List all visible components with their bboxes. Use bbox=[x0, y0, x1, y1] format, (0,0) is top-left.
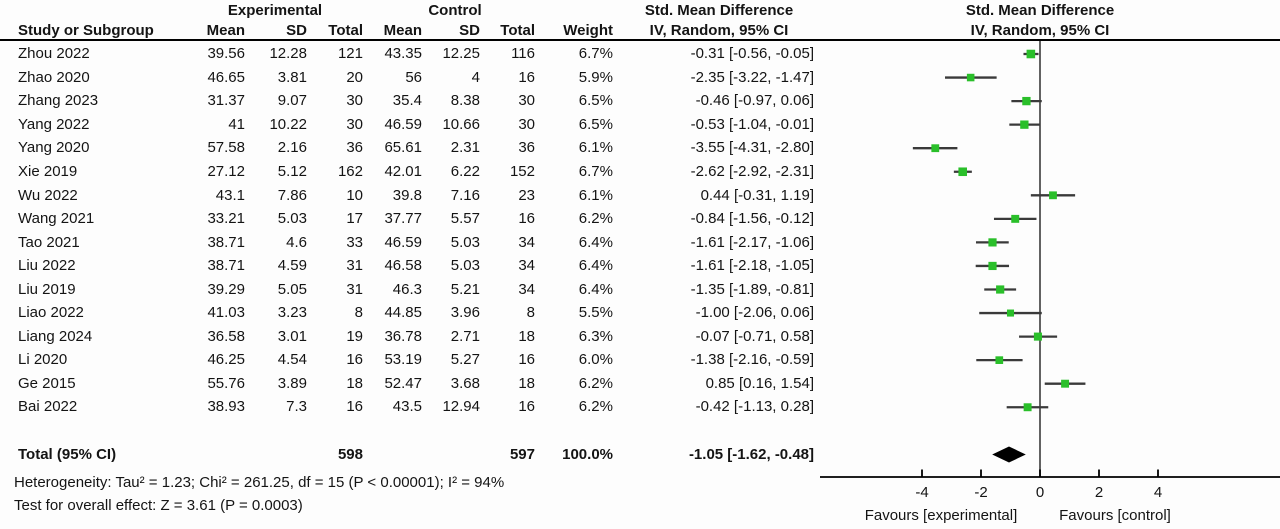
cell-ctl-mean: 39.8 bbox=[392, 186, 422, 204]
cell-exp-total: 16 bbox=[346, 398, 363, 416]
cell-ctl-sd: 5.57 bbox=[450, 210, 480, 228]
cell-study-name: Liu 2022 bbox=[18, 257, 76, 275]
cell-ctl-total: 116 bbox=[511, 45, 535, 63]
cell-exp-total: 8 bbox=[354, 304, 363, 322]
cell-weight: 6.4% bbox=[578, 257, 613, 275]
axis-tick-label: -2 bbox=[974, 484, 988, 501]
cell-study-name: Tao 2021 bbox=[18, 233, 80, 251]
cell-weight: 5.5% bbox=[578, 304, 613, 322]
cell-ctl-sd: 8.38 bbox=[450, 92, 480, 110]
axis-tick-label: 2 bbox=[1094, 484, 1104, 501]
cell-ctl-mean: 43.5 bbox=[392, 398, 422, 416]
cell-smd-ci-text: -1.35 [-1.89, -0.81] bbox=[690, 280, 814, 298]
cell-study-name: Liang 2024 bbox=[18, 327, 93, 345]
cell-smd-ci-text: -1.61 [-2.18, -1.05] bbox=[690, 257, 814, 275]
cell-exp-sd: 4.59 bbox=[277, 257, 307, 275]
cell-exp-total: 17 bbox=[346, 210, 363, 228]
pooled-effect-diamond bbox=[992, 447, 1026, 463]
effect-marker bbox=[995, 356, 1003, 364]
cell-weight: 6.2% bbox=[578, 374, 613, 392]
effect-marker bbox=[1049, 191, 1057, 199]
col-header-exp-mean: Mean bbox=[206, 22, 245, 39]
table-row bbox=[0, 301, 820, 325]
cell-weight: 6.4% bbox=[578, 280, 613, 298]
plot-smd-header: Std. Mean Difference bbox=[965, 2, 1115, 19]
cell-exp-total: 33 bbox=[346, 233, 363, 251]
cell-ctl-mean: 53.19 bbox=[384, 351, 422, 369]
cell-study-name: Ge 2015 bbox=[18, 374, 76, 392]
cell-exp-sd: 3.23 bbox=[277, 304, 307, 322]
col-header-exp-total: Total bbox=[328, 22, 363, 39]
cell-weight: 5.9% bbox=[578, 68, 613, 86]
plot-ci-method-header: IV, Random, 95% CI bbox=[970, 22, 1110, 39]
cell-exp-mean: 46.25 bbox=[207, 351, 245, 369]
effect-marker bbox=[988, 238, 996, 246]
cell-exp-sd: 7.3 bbox=[286, 398, 307, 416]
cell-study-name: Liu 2019 bbox=[18, 280, 76, 298]
cell-exp-sd: 4.54 bbox=[277, 351, 307, 369]
cell-weight: 6.7% bbox=[578, 162, 613, 180]
cell-exp-sd: 3.81 bbox=[277, 68, 307, 86]
favours-experimental-label: Favours [experimental] bbox=[864, 507, 1018, 524]
col-header-ctl-total: Total bbox=[500, 22, 535, 39]
cell-ctl-total: 34 bbox=[518, 280, 535, 298]
cell-exp-sd: 10.22 bbox=[269, 115, 307, 133]
table-row bbox=[0, 66, 820, 90]
cell-ctl-sd: 5.27 bbox=[450, 351, 480, 369]
cell-weight: 6.5% bbox=[578, 115, 613, 133]
col-header-study: Study or Subgroup bbox=[18, 22, 154, 39]
cell-ctl-total: 34 bbox=[518, 257, 535, 275]
cell-total-label: Total (95% CI) bbox=[18, 445, 117, 463]
heterogeneity-footnote: Heterogeneity: Tau² = 1.23; Chi² = 261.25, df = 15 (P < 0.00001); I² = 94% bbox=[14, 474, 505, 491]
cell-weight: 6.2% bbox=[578, 210, 613, 228]
cell-weight: 6.0% bbox=[578, 351, 613, 369]
cell-study-name: Wang 2021 bbox=[18, 210, 95, 228]
cell-weight: 6.7% bbox=[578, 45, 613, 63]
cell-exp-mean: 46.65 bbox=[207, 68, 245, 86]
cell-ctl-mean: 42.01 bbox=[384, 162, 422, 180]
cell-total-smd-ci-text: -1.05 [-1.62, -0.48] bbox=[688, 445, 814, 463]
table-row bbox=[0, 372, 820, 396]
cell-ctl-total: 30 bbox=[518, 115, 535, 133]
cell-smd-ci-text: -1.61 [-2.17, -1.06] bbox=[690, 233, 814, 251]
forest-plot-graphic bbox=[820, 0, 1280, 529]
cell-ctl-sd: 5.03 bbox=[450, 233, 480, 251]
cell-exp-total: 162 bbox=[337, 162, 363, 180]
axis-tick-label: -4 bbox=[915, 484, 929, 501]
cell-ctl-total: 36 bbox=[518, 139, 535, 157]
cell-ctl-sd: 6.22 bbox=[450, 162, 480, 180]
cell-exp-total: 31 bbox=[346, 280, 363, 298]
cell-exp-mean: 36.58 bbox=[207, 327, 245, 345]
cell-ctl-total: 23 bbox=[518, 186, 535, 204]
table-row bbox=[0, 254, 820, 278]
cell-exp-total: 16 bbox=[346, 351, 363, 369]
cell-ctl-sd: 2.31 bbox=[450, 139, 480, 157]
overall-effect-footnote: Test for overall effect: Z = 3.61 (P = 0.0003) bbox=[14, 497, 303, 514]
cell-ctl-sd: 12.25 bbox=[442, 45, 480, 63]
table-row bbox=[0, 160, 820, 184]
cell-smd-ci-text: -2.62 [-2.92, -2.31] bbox=[690, 162, 814, 180]
cell-study-name: Zhang 2023 bbox=[18, 92, 99, 110]
cell-smd-ci-text: -0.53 [-1.04, -0.01] bbox=[690, 115, 814, 133]
cell-study-name: Zhou 2022 bbox=[18, 45, 90, 63]
cell-ctl-sd: 10.66 bbox=[442, 115, 480, 133]
cell-exp-sd: 12.28 bbox=[269, 45, 307, 63]
cell-ctl-sd: 7.16 bbox=[450, 186, 480, 204]
cell-exp-mean: 43.1 bbox=[215, 186, 245, 204]
cell-ctl-mean: 46.59 bbox=[384, 115, 422, 133]
cell-exp-total: 30 bbox=[346, 115, 363, 133]
cell-exp-mean: 38.93 bbox=[207, 398, 245, 416]
cell-total-exp-total: 598 bbox=[337, 445, 363, 463]
cell-smd-ci-text: 0.44 [-0.31, 1.19] bbox=[700, 186, 814, 204]
col-header-ctl-mean: Mean bbox=[383, 22, 422, 39]
cell-weight: 6.4% bbox=[578, 233, 613, 251]
cell-exp-mean: 38.71 bbox=[207, 233, 245, 251]
cell-exp-mean: 38.71 bbox=[207, 257, 245, 275]
cell-exp-sd: 2.16 bbox=[277, 139, 307, 157]
effect-marker bbox=[988, 262, 996, 270]
effect-marker bbox=[1007, 310, 1014, 317]
cell-ctl-mean: 46.3 bbox=[392, 280, 422, 298]
cell-smd-ci-text: -1.38 [-2.16, -0.59] bbox=[690, 351, 814, 369]
cell-ctl-mean: 44.85 bbox=[384, 304, 422, 322]
cell-smd-ci-text: -3.55 [-4.31, -2.80] bbox=[690, 139, 814, 157]
cell-exp-sd: 5.05 bbox=[277, 280, 307, 298]
cell-total-weight: 100.0% bbox=[562, 445, 613, 463]
cell-exp-mean: 55.76 bbox=[207, 374, 245, 392]
table-row bbox=[0, 89, 820, 113]
cell-exp-mean: 57.58 bbox=[207, 139, 245, 157]
table-row bbox=[0, 136, 820, 160]
group-header-control: Control bbox=[428, 2, 482, 19]
cell-exp-mean: 33.21 bbox=[207, 210, 245, 228]
cell-ctl-total: 152 bbox=[509, 162, 535, 180]
cell-study-name: Bai 2022 bbox=[18, 398, 78, 416]
cell-ctl-total: 16 bbox=[518, 398, 535, 416]
cell-exp-sd: 3.01 bbox=[277, 327, 307, 345]
cell-ctl-mean: 56 bbox=[405, 68, 422, 86]
table-row bbox=[0, 231, 820, 255]
cell-ctl-sd: 3.96 bbox=[450, 304, 480, 322]
cell-exp-sd: 5.12 bbox=[277, 162, 307, 180]
cell-smd-ci-text: -0.07 [-0.71, 0.58] bbox=[695, 327, 814, 345]
cell-ctl-total: 16 bbox=[518, 351, 535, 369]
table-smd-header: Std. Mean Difference bbox=[644, 2, 794, 19]
cell-study-name: Liao 2022 bbox=[18, 304, 84, 322]
effect-marker bbox=[1024, 403, 1032, 411]
cell-ctl-mean: 46.59 bbox=[384, 233, 422, 251]
cell-exp-sd: 7.86 bbox=[277, 186, 307, 204]
cell-weight: 6.1% bbox=[578, 139, 613, 157]
effect-marker bbox=[1061, 380, 1069, 388]
cell-exp-mean: 27.12 bbox=[207, 162, 245, 180]
cell-ctl-sd: 3.68 bbox=[450, 374, 480, 392]
cell-exp-total: 18 bbox=[346, 374, 363, 392]
cell-smd-ci-text: -0.46 [-0.97, 0.06] bbox=[695, 92, 814, 110]
cell-weight: 6.2% bbox=[578, 398, 613, 416]
table-row bbox=[0, 113, 820, 137]
cell-exp-mean: 39.29 bbox=[207, 280, 245, 298]
cell-exp-total: 20 bbox=[346, 68, 363, 86]
cell-total-ctl-total: 597 bbox=[509, 445, 535, 463]
favours-control-label: Favours [control] bbox=[1059, 507, 1171, 524]
cell-ctl-mean: 43.35 bbox=[384, 45, 422, 63]
cell-smd-ci-text: -1.00 [-2.06, 0.06] bbox=[695, 304, 814, 322]
cell-exp-sd: 9.07 bbox=[277, 92, 307, 110]
cell-smd-ci-text: -2.35 [-3.22, -1.47] bbox=[690, 68, 814, 86]
effect-marker bbox=[1020, 120, 1028, 128]
cell-exp-sd: 3.89 bbox=[277, 374, 307, 392]
cell-exp-total: 10 bbox=[346, 186, 363, 204]
effect-marker bbox=[996, 285, 1004, 293]
col-header-weight: Weight bbox=[563, 22, 613, 39]
cell-study-name: Xie 2019 bbox=[18, 162, 78, 180]
effect-marker bbox=[967, 74, 975, 82]
cell-weight: 6.3% bbox=[578, 327, 613, 345]
table-row bbox=[0, 395, 820, 419]
effect-marker bbox=[958, 167, 967, 176]
cell-exp-mean: 41.03 bbox=[207, 304, 245, 322]
cell-exp-mean: 31.37 bbox=[207, 92, 245, 110]
axis-tick-label: 4 bbox=[1153, 484, 1163, 501]
cell-ctl-mean: 35.4 bbox=[392, 92, 422, 110]
cell-study-name: Li 2020 bbox=[18, 351, 68, 369]
cell-exp-sd: 5.03 bbox=[277, 210, 307, 228]
effect-marker bbox=[1034, 333, 1042, 341]
cell-ctl-sd: 5.03 bbox=[450, 257, 480, 275]
col-header-exp-sd: SD bbox=[286, 22, 307, 39]
cell-study-name: Yang 2020 bbox=[18, 139, 90, 157]
total-row bbox=[0, 443, 820, 467]
cell-ctl-sd: 12.94 bbox=[442, 398, 480, 416]
table-row bbox=[0, 278, 820, 302]
cell-ctl-total: 18 bbox=[518, 374, 535, 392]
cell-study-name: Zhao 2020 bbox=[18, 68, 90, 86]
cell-exp-sd: 4.6 bbox=[286, 233, 307, 251]
table-row bbox=[0, 184, 820, 208]
cell-smd-ci-text: -0.42 [-1.13, 0.28] bbox=[695, 398, 814, 416]
cell-ctl-mean: 37.77 bbox=[384, 210, 422, 228]
cell-exp-total: 19 bbox=[346, 327, 363, 345]
cell-ctl-mean: 36.78 bbox=[384, 327, 422, 345]
effect-marker bbox=[1022, 97, 1030, 105]
effect-marker bbox=[1027, 50, 1036, 59]
axis-tick-label: 0 bbox=[1035, 484, 1045, 501]
cell-weight: 6.1% bbox=[578, 186, 613, 204]
cell-exp-total: 121 bbox=[337, 45, 363, 63]
cell-weight: 6.5% bbox=[578, 92, 613, 110]
cell-smd-ci-text: -0.31 [-0.56, -0.05] bbox=[690, 45, 814, 63]
cell-study-name: Yang 2022 bbox=[18, 115, 90, 133]
cell-ctl-mean: 65.61 bbox=[384, 139, 422, 157]
cell-exp-mean: 39.56 bbox=[207, 45, 245, 63]
cell-ctl-total: 30 bbox=[518, 92, 535, 110]
effect-marker bbox=[931, 144, 939, 152]
table-row bbox=[0, 348, 820, 372]
cell-ctl-mean: 52.47 bbox=[384, 374, 422, 392]
cell-smd-ci-text: -0.84 [-1.56, -0.12] bbox=[690, 210, 814, 228]
cell-ctl-mean: 46.58 bbox=[384, 257, 422, 275]
group-header-experimental: Experimental bbox=[227, 2, 323, 19]
table-row bbox=[0, 42, 820, 66]
cell-ctl-total: 18 bbox=[518, 327, 535, 345]
cell-ctl-total: 8 bbox=[526, 304, 535, 322]
cell-smd-ci-text: 0.85 [0.16, 1.54] bbox=[705, 374, 814, 392]
cell-exp-total: 36 bbox=[346, 139, 363, 157]
cell-exp-total: 31 bbox=[346, 257, 363, 275]
col-header-ci-method: IV, Random, 95% CI bbox=[649, 22, 789, 39]
cell-ctl-sd: 2.71 bbox=[450, 327, 480, 345]
cell-ctl-sd: 4 bbox=[471, 68, 480, 86]
cell-ctl-sd: 5.21 bbox=[450, 280, 480, 298]
effect-marker bbox=[1011, 215, 1019, 223]
cell-ctl-total: 34 bbox=[518, 233, 535, 251]
table-row bbox=[0, 207, 820, 231]
table-row bbox=[0, 325, 820, 349]
cell-ctl-total: 16 bbox=[518, 68, 535, 86]
cell-study-name: Wu 2022 bbox=[18, 186, 78, 204]
cell-exp-total: 30 bbox=[346, 92, 363, 110]
col-header-ctl-sd: SD bbox=[459, 22, 480, 39]
cell-ctl-total: 16 bbox=[518, 210, 535, 228]
cell-exp-mean: 41 bbox=[228, 115, 245, 133]
